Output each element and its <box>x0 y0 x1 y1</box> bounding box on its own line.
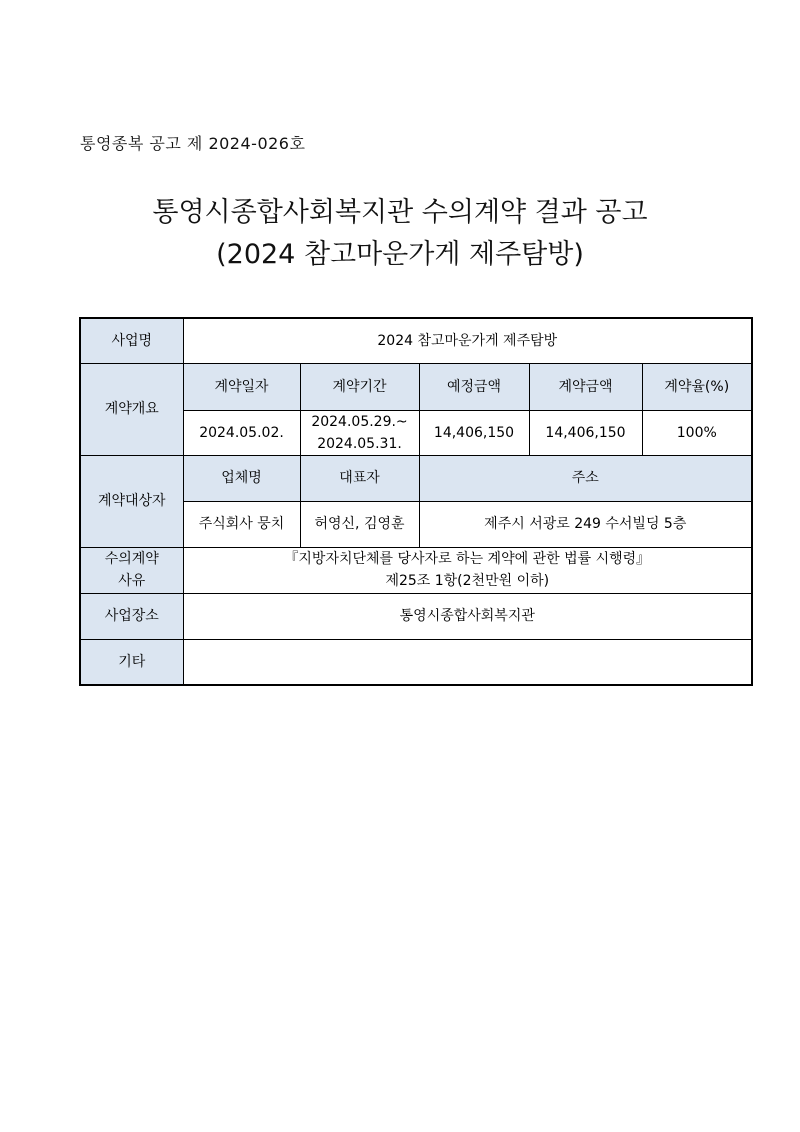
reason-value <box>183 547 752 593</box>
header-contract-amount: 계약금액 <box>529 363 642 410</box>
row-overview-header <box>80 363 752 410</box>
company-name-value: 주식회사 뭉치 <box>183 501 300 547</box>
overview-label: 계약개요 <box>80 363 183 455</box>
contract-date-value: 2024.05.02. <box>183 410 300 455</box>
page-subtitle: (2024 참고마운가게 제주탐방) <box>216 239 584 270</box>
header-contract-period: 계약기간 <box>300 363 419 410</box>
contract-period-end: 2024.05.31. <box>317 435 402 452</box>
header-company-name: 업체명 <box>183 455 300 501</box>
row-reason <box>80 547 752 593</box>
contract-period-value <box>300 410 419 455</box>
contract-rate-value: 100% <box>642 410 752 455</box>
address-value: 제주시 서광로 249 수서빌딩 5층 <box>419 501 752 547</box>
header-contract-rate: 계약율(%) <box>642 363 752 410</box>
row-party-header <box>80 455 752 501</box>
project-name-label: 사업명 <box>80 318 183 363</box>
header-address: 주소 <box>419 455 752 501</box>
project-name-value: 2024 참고마운가게 제주탐방 <box>183 318 752 363</box>
party-label: 계약대상자 <box>80 455 183 547</box>
row-project-name <box>80 318 752 363</box>
reason-line1: 『지방자치단체를 당사자로 하는 계약에 관한 법률 시행령』 <box>284 551 651 567</box>
estimated-amount-value: 14,406,150 <box>419 410 529 455</box>
contract-amount-value: 14,406,150 <box>529 410 642 455</box>
notice-number: 통영종복 공고 제 2024-026호 <box>80 134 306 153</box>
row-other <box>80 639 752 685</box>
reason-label-line2: 사유 <box>118 573 146 589</box>
reason-label-line1: 수의계약 <box>104 551 159 567</box>
header-estimated-amount: 예정금액 <box>419 363 529 410</box>
header-representative: 대표자 <box>300 455 419 501</box>
representative-value: 허영신, 김영훈 <box>300 501 419 547</box>
reason-line2: 제25조 1항(2천만원 이하) <box>385 573 550 589</box>
location-label: 사업장소 <box>80 593 183 639</box>
location-value: 통영시종합사회복지관 <box>183 593 752 639</box>
header-contract-date: 계약일자 <box>183 363 300 410</box>
other-label: 기타 <box>80 639 183 685</box>
contract-period-start: 2024.05.29.~ <box>311 413 408 430</box>
row-location <box>80 593 752 639</box>
reason-label <box>80 547 183 593</box>
other-value <box>183 639 752 685</box>
contract-result-table <box>79 317 753 686</box>
page-title: 통영시종합사회복지관 수의계약 결과 공고 <box>152 197 648 228</box>
